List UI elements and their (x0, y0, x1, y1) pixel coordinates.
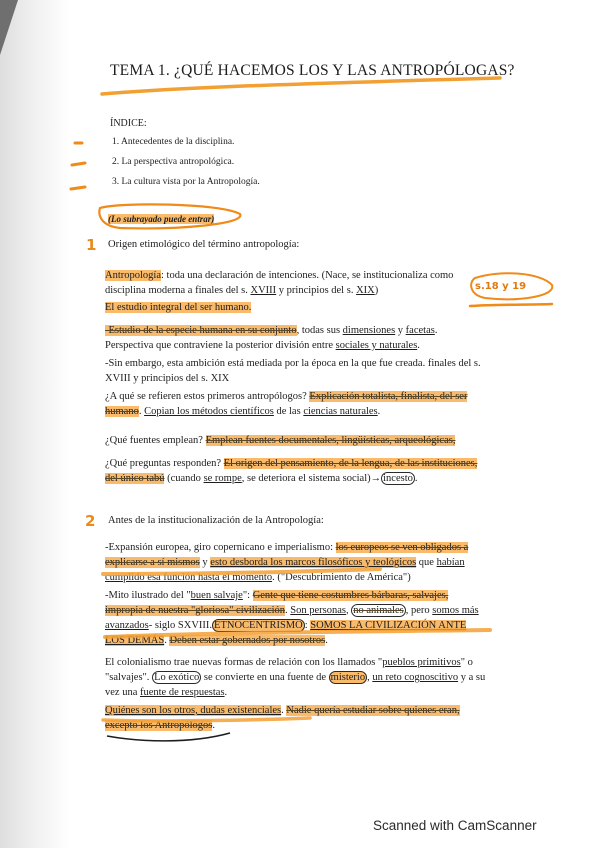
index-item: 3. La cultura vista por la Antropología. (112, 177, 260, 187)
text-run: , pero (405, 605, 433, 616)
underline-facetas: facetas (405, 325, 435, 336)
underline-personas: Son personas (290, 605, 346, 616)
underline-sociales: sociales y naturales (335, 340, 418, 351)
circled-incesto: incesto (383, 473, 413, 484)
title-underline (102, 78, 500, 94)
underline-buen-salvaje: buen salvaje (190, 590, 243, 601)
text-run: -Expansión europea, giro copernicano e imperialismo: (105, 542, 336, 553)
highlight-gente: Gente que tiene costumbres bárbaras, salvajes, impropia de nuestra "gloriosa" civilización (105, 590, 449, 616)
marker-stroke (103, 569, 380, 574)
text-run: . (224, 687, 228, 698)
underline-respuestas: fuente de respuestas (139, 687, 225, 698)
text-run: que (416, 557, 437, 568)
underline-reto: un reto cognoscitivo (372, 672, 459, 683)
text-run: , se deteriora el sistema social) (241, 473, 371, 484)
text-run: y principios del s. (276, 285, 357, 296)
subrayado-note-text: (Lo subrayado puede entrar) (108, 214, 215, 224)
highlight-nadie: Nadie quería estudiar sobre quienes eran, excepto los Antropólogos (105, 705, 460, 731)
text-run: . Perspectiva que contraviene la posterior división entre (105, 325, 438, 351)
section-1-marker: 1 (86, 236, 97, 254)
circled-no-animales: no animales (353, 605, 404, 616)
text-run: , (346, 605, 352, 616)
text-run: ¿Qué preguntas responden? (105, 458, 224, 469)
text-run: . (281, 705, 287, 716)
text-run: se convierte en una fuente de (201, 672, 329, 683)
highlight-explicacion: Explicación totalista, finalista, del ser humano (105, 391, 468, 417)
section-1-heading: Origen etimológico del término antropología: (108, 239, 300, 250)
underline-avanzados: somos más avanzados (105, 605, 479, 631)
index-item: 1. Antecedentes de la disciplina. (112, 137, 235, 147)
highlight-europeos: los europeos se ven obligados a explicarse a sí mismos (105, 542, 469, 568)
underline-dimensiones: dimensiones (342, 325, 396, 336)
marker-stroke (105, 630, 490, 637)
text-run: El colonialismo trae nuevas formas de relación con los llamados " (105, 657, 383, 668)
text-run: " o "salvajes". (105, 657, 473, 683)
text-run: . ("Descubrimiento de América") (272, 572, 411, 583)
underline-se-rompe: se rompe (203, 473, 242, 484)
handwritten-note: s.18 y 19 (475, 281, 527, 292)
subrayado-oval (99, 204, 240, 228)
underline-pueblos: pueblos primitivos (382, 657, 461, 668)
text-run: , todas sus (296, 325, 343, 336)
highlight-especie: -Estudio de la especie humana en su conjunto (105, 325, 297, 336)
text-run: y a su vez una (105, 672, 486, 698)
text-run: . (285, 605, 291, 616)
highlight-estudio-integral: El estudio integral del ser humano. (105, 302, 252, 313)
circled-lo-exotico: Lo exótico (154, 672, 200, 683)
text-run: : (304, 620, 311, 631)
text-run: , (367, 672, 373, 683)
text-run: ) (374, 285, 379, 296)
underline-funcion: habían cumplido esa función hasta el momento (105, 557, 465, 583)
text-run: ¿A qué se refieren estos primeros antropólogos? (105, 391, 310, 402)
note-oval (471, 273, 552, 299)
index-dash-3 (71, 187, 85, 189)
index-dash-2 (72, 163, 85, 165)
circled-etnocentrismo: ETNOCENTRISMO (214, 620, 303, 631)
section-2-heading: Antes de la institucionalización de la Antropología: (108, 515, 324, 526)
highlight-civilizacion: SOMOS LA CIVILIZACIÓN ANTE LOS DEMÁS (105, 620, 467, 646)
text-run: . (212, 720, 215, 731)
highlight-antropologia: Antropología (105, 270, 161, 281)
highlight-otros: Quiénes son los otros, dudas existenciales (105, 705, 282, 716)
text-run: y (395, 325, 406, 336)
highlight-gobernados: Deben estar gobernados por nosotros (169, 635, 326, 646)
index-item: 2. La perspectiva antropológica. (112, 157, 235, 167)
text-run: . (377, 406, 381, 417)
index-heading: ÍNDICE: (110, 118, 147, 129)
text-run: y (199, 557, 211, 568)
marker-stroke (103, 718, 310, 721)
highlight-origen: El origen del pensamiento, de la lengua, de las instituciones, del único tabú (105, 458, 478, 484)
text-run: ": (242, 590, 253, 601)
text-run: . (138, 406, 145, 417)
text-run: ¿Qué fuentes emplean? (105, 435, 206, 446)
underline-xix: XIX (356, 285, 375, 296)
text-run: . (325, 635, 328, 646)
text-run: -Mito ilustrado del " (105, 590, 191, 601)
text-run: (cuando (164, 473, 204, 484)
page-title: TEMA 1. ¿QUÉ HACEMOS LOS Y LAS ANTROPÓLOGAS? (110, 62, 515, 79)
highlight-desborda: esto desborda los marcos filosóficos y teológicos (210, 557, 417, 568)
text-run: . (414, 473, 418, 484)
text-run: : toda una declaración de intenciones. (Nace, se institucionaliza como disciplina moderna a finales del s. (105, 270, 454, 296)
circled-misterio: misterio (330, 672, 366, 683)
ink-underline (107, 733, 230, 741)
text-run: - siglo SXVIII. (148, 620, 213, 631)
highlight-fuentes: Emplean fuentes documentales, lingüísticas, arqueológicas, (205, 435, 456, 446)
section-2-marker: 2 (85, 512, 96, 530)
underline-copian: Copian los métodos científicos (144, 406, 274, 417)
text-run: . (164, 635, 170, 646)
underline-xviii: XVIII (250, 285, 277, 296)
note-underline (470, 304, 552, 306)
paragraph-ambicion: -Sin embargo, esta ambición está mediada por la época en la que fue creada. finales del s. XVIII y principios del s. XIX (105, 358, 481, 384)
scanner-watermark: Scanned with CamScanner (373, 818, 537, 833)
text-run: de las (273, 406, 304, 417)
underline-ciencias: ciencias naturales (303, 406, 378, 417)
text-run: . (417, 340, 420, 351)
arrow-symbol: → (370, 473, 382, 484)
